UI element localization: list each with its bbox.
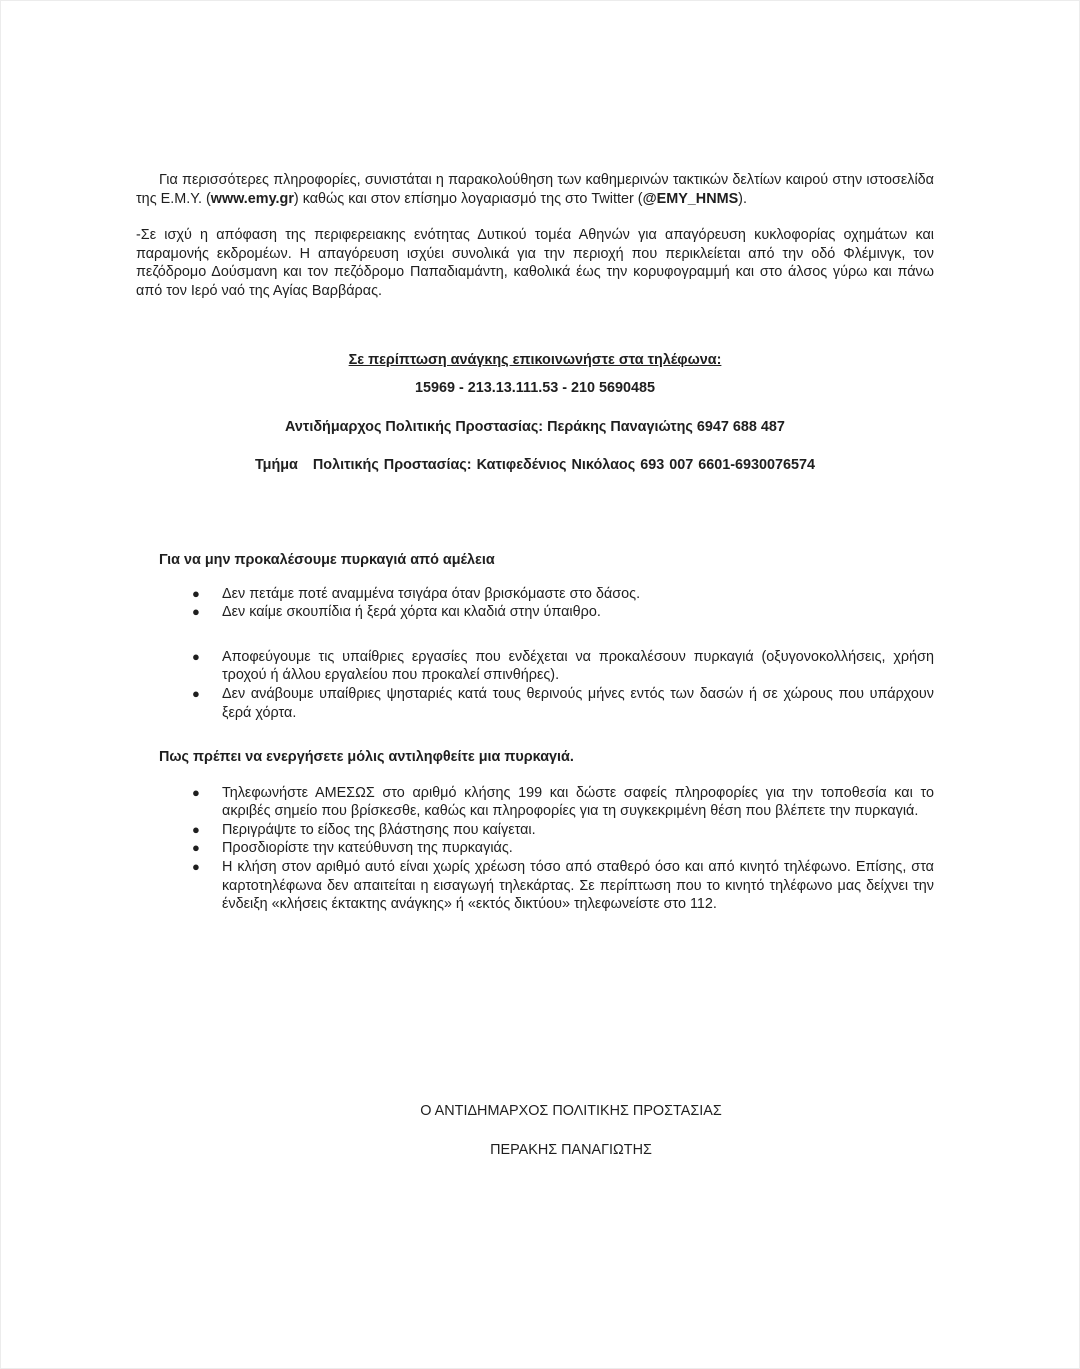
info-paragraph bbox=[136, 171, 934, 208]
bullet-icon: ● bbox=[192, 648, 200, 664]
list-item: ● Τηλεφωνήστε ΑΜΕΣΩΣ στο αριθμό κλήσης 199 και δώστε σαφείς πληροφορίες για την τοποθεσία και το ακριβές σημείο που βρίσκεσθε, καθώς και πληροφορίες για τη συγκεκριμένη θέση που βλέπετε την πυρκαγιά. bbox=[192, 784, 934, 820]
info-text-1: Για περισσότερες πληροφορίες, συνιστάται η παρακολούθηση των καθημερινών τακτικών δελτίων καιρού στην ιστοσελίδα της Ε.Μ.Υ. ( bbox=[136, 172, 934, 207]
prevention-list bbox=[136, 585, 934, 723]
list-item: ● Δεν πετάμε ποτέ αναμμένα τσιγάρα όταν βρισκόμαστε στο δάσος. bbox=[192, 585, 641, 602]
list-item: ● Δεν ανάβουμε υπαίθριες ψησταριές κατά τους θερινούς μήνες εντός των δασών ή σε χώρους που υπάρχουν ξερά χόρτα. bbox=[192, 685, 934, 721]
list-item: ● Αποφεύγουμε τις υπαίθριες εργασίες που ενδέχεται να προκαλέσουν πυρκαγιά (οξυγονοκολλήσεις, χρήση τροχού ή άλλου εργαλείου που προκαλεί σπινθήρες). bbox=[192, 648, 934, 684]
signature-name: ΠΕΡΑΚΗΣ ΠΑΝΑΓΙΩΤΗΣ bbox=[490, 1142, 652, 1158]
signature-title: Ο ΑΝΤΙΔΗΜΑΡΧΟΣ ΠΟΛΙΤΙΚΗΣ ΠΡΟΣΤΑΣΙΑΣ bbox=[420, 1103, 722, 1119]
department-contact bbox=[136, 456, 934, 475]
info-text-3: ). bbox=[738, 190, 747, 207]
emergency-contacts bbox=[136, 351, 934, 475]
action-title: Πως πρέπει να ενεργήσετε μόλις αντιληφθείτε μια πυρκαγιά. bbox=[159, 749, 574, 766]
bullet-icon: ● bbox=[192, 840, 200, 856]
prevention-title: Για να μην προκαλέσουμε πυρκαγιά από αμέλεια bbox=[159, 551, 495, 568]
emy-website: www.emy.gr bbox=[210, 190, 294, 207]
info-text-2: ) καθώς και στον επίσημο λογαριασμό της στο Twitter ( bbox=[293, 190, 643, 207]
bullet-icon: ● bbox=[192, 821, 200, 837]
bullet-icon: ● bbox=[192, 604, 200, 620]
emergency-heading: Σε περίπτωση ανάγκης επικοινωνήστε στα τηλέφωνα: bbox=[348, 351, 722, 368]
deputy-mayor-contact: Αντιδήμαρχος Πολιτικής Προστασίας: Περάκης Παναγιώτης 6947 688 487 bbox=[285, 418, 785, 435]
department-label: Τμήμα bbox=[254, 457, 298, 474]
bullet-icon: ● bbox=[192, 784, 200, 800]
emergency-phones: 15969 - 213.13.111.53 - 210 5690485 bbox=[414, 380, 656, 397]
list-item: ● Περιγράψτε το είδος της βλάστησης που καίγεται. bbox=[192, 821, 536, 838]
list-item: ● Προσδιορίστε την κατεύθυνση της πυρκαγιάς. bbox=[192, 840, 513, 857]
document-body bbox=[136, 171, 934, 938]
bullet-icon: ● bbox=[192, 585, 200, 601]
bullet-icon: ● bbox=[192, 685, 200, 701]
bullet-icon: ● bbox=[192, 859, 200, 875]
list-item: ● Η κλήση στον αριθμό αυτό είναι χωρίς χρέωση τόσο από σταθερό όσο και από κινητό τηλέφωνο. Επίσης, στα καρτοτηλέφωνα δεν απαιτείται η εισαγωγή τηλεκάρτας. Σε περίπτωση που το κινητό τηλέφωνο μας δείχνει την ένδειξη «κλήσεις έκτακτης ανάγκης» ή «εκτός δικτύου» τηλεφωνείστε στο 112. bbox=[192, 859, 934, 913]
action-list bbox=[136, 784, 934, 914]
emy-twitter-handle: @EMY_HNMS bbox=[642, 190, 739, 207]
list-item: ● Δεν καίμε σκουπίδια ή ξερά χόρτα και κλαδιά στην ύπαιθρο. bbox=[192, 604, 601, 621]
department-details: Πολιτικής Προστασίας: Κατιφεδένιος Νικόλαος 693 007 6601-6930076574 bbox=[312, 457, 816, 474]
ban-paragraph: -Σε ισχύ η απόφαση της περιφερειακης ενότητας Δυτικού τομέα Αθηνών για απαγόρευση κυκλοφορίας οχημάτων και παραμονής εκδρομέων. Η απαγόρευση ισχύει συνολικά για την περιοχή που περικλείεται από την οδό Φλέμινγκ, τον πεζόδρομο Δούσμανη και τον πεζόδρομο Παπαδιαμάντη, καθολικά έως την κορυφογραμμή και στο άλσος γύρω και πάνω από τον Ιερό ναό της Αγίας Βαρβάρας. bbox=[136, 227, 934, 299]
